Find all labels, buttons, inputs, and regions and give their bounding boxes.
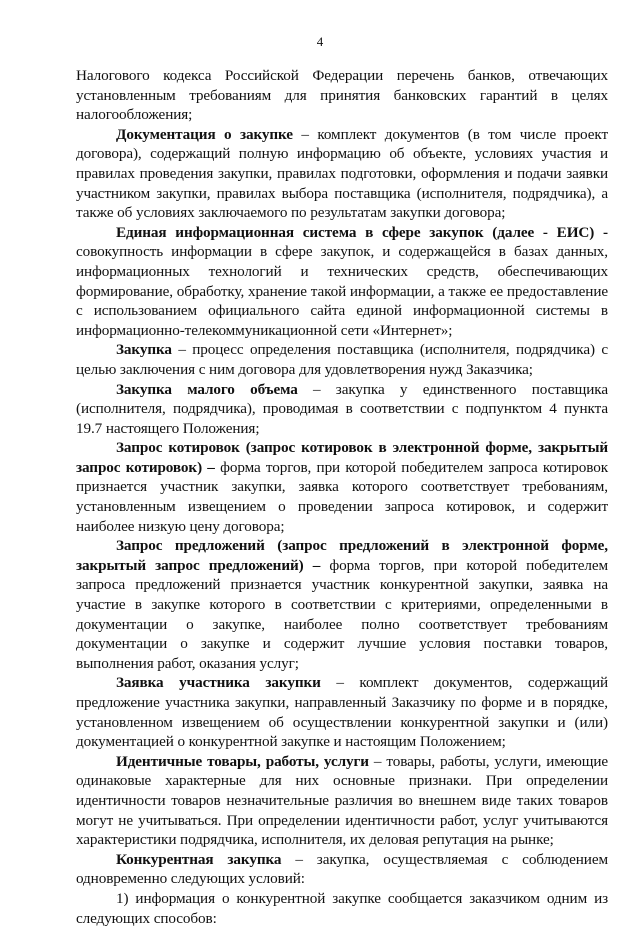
term-small-volume-procurement: Закупка малого объема xyxy=(116,380,298,398)
paragraph-text: – процесс определения поставщика (исполнителя, подрядчика) с целью заключения с ним договора для удовлетворения нужд Заказчика; xyxy=(76,341,608,378)
document-body xyxy=(76,66,608,928)
term-identical-goods: Идентичные товары, работы, услуги xyxy=(116,752,369,770)
paragraph-request-for-proposals xyxy=(76,536,608,673)
paragraph-text: – комплект документов, содержащий предложение участника закупки, направленный Заказчику по форме и в порядке, установленном извещением об осуществлении конкурентной закупки и (или) документацией о конкурентной закупке и настоящим Положением; xyxy=(76,674,608,751)
paragraph-tax-code-continuation xyxy=(76,66,608,125)
term-unified-information-system: Единая информационная система в сфере закупок (далее - ЕИС) - xyxy=(116,223,608,241)
paragraph-text: – комплект документов (в том числе проект договора), содержащий полную информацию об объекте, условиях участия и правилах проведения закупки, правилах подготовки, оформления и подачи заявки участником закупки, правилах выбора поставщика (исполнителя, подрядчика), а также об условиях заключаемого по результатам закупки договора; xyxy=(76,125,608,222)
term-competitive-procurement: Конкурентная закупка xyxy=(116,850,282,868)
paragraph-participant-application xyxy=(76,673,608,751)
paragraph-list-item-1 xyxy=(76,889,608,928)
paragraph-text: форма торгов, при которой победителем запроса котировок признается участник закупки, заявка которого соответствует требованиям, установленным извещением о проведении запроса котировок, и содержит наиболее низкую цену договора; xyxy=(76,458,608,535)
paragraph-text: – закупка, осуществляемая с соблюдением одновременно следующих условий: xyxy=(76,850,608,888)
term-request-for-proposals: Запрос предложений (запрос предложений в электронной форме, закрытый запрос предложений) – xyxy=(76,537,608,574)
paragraph-text: Налогового кодекса Российской Федерации перечень банков, отвечающих установленным требованиям для принятия банковских гарантий в целях налогообложения; xyxy=(76,67,608,124)
paragraph-procurement-documentation xyxy=(76,125,608,223)
paragraph-text: совокупность информации в сфере закупок, и содержащейся в базах данных, информационных технологий и технических средств, обеспечивающих формирование, обработку, хранение такой информации, а также ее предоставление с использованием официального сайта единой информационной системы в информационно-телекоммуникационной сети «Интернет»; xyxy=(76,243,608,339)
paragraph-procurement xyxy=(76,340,608,379)
paragraph-unified-information-system xyxy=(76,223,608,341)
term-procurement-documentation: Документация о закупке xyxy=(116,125,293,143)
paragraph-text: форма торгов, при которой победителем запроса предложений признается участник конкурентной закупки, заявка на участие в закупке которого в соответствии с критериями, определенными в документации о закупке, наиболее полно соответствует требованиям документации о закупке и содержит лучшие условия поставки товаров, выполнения работ, оказания услуг; xyxy=(76,556,608,672)
term-request-for-quotations: Запрос котировок (запрос котировок в электронной форме, закрытый запрос котировок) – xyxy=(76,439,608,476)
page-number: 4 xyxy=(316,34,324,49)
paragraph-text: 1) информация о конкурентной закупке сообщается заказчиком одним из следующих способов: xyxy=(76,889,608,927)
paragraph-text: – закупка у единственного поставщика (исполнителя, подрядчика), проводимая в соответствии с подпунктом 4 пункта 19.7 настоящего Положения; xyxy=(76,380,608,437)
paragraph-request-for-quotations xyxy=(76,438,608,536)
paragraph-small-volume-procurement xyxy=(76,380,608,439)
paragraph-text: – товары, работы, услуги, имеющие одинаковые характерные для них основные признаки. При определении идентичности товаров незначительные различия во внешнем виде таких товаров могут не учитываться. При определении идентичности работ, услуг учитываются характеристики подрядчика, исполнителя, их деловая репутация на рынке; xyxy=(76,752,608,849)
term-procurement: Закупка xyxy=(116,341,172,359)
term-participant-application: Заявка участника закупки xyxy=(116,674,321,692)
paragraph-competitive-procurement xyxy=(76,850,608,889)
paragraph-identical-goods xyxy=(76,752,608,850)
